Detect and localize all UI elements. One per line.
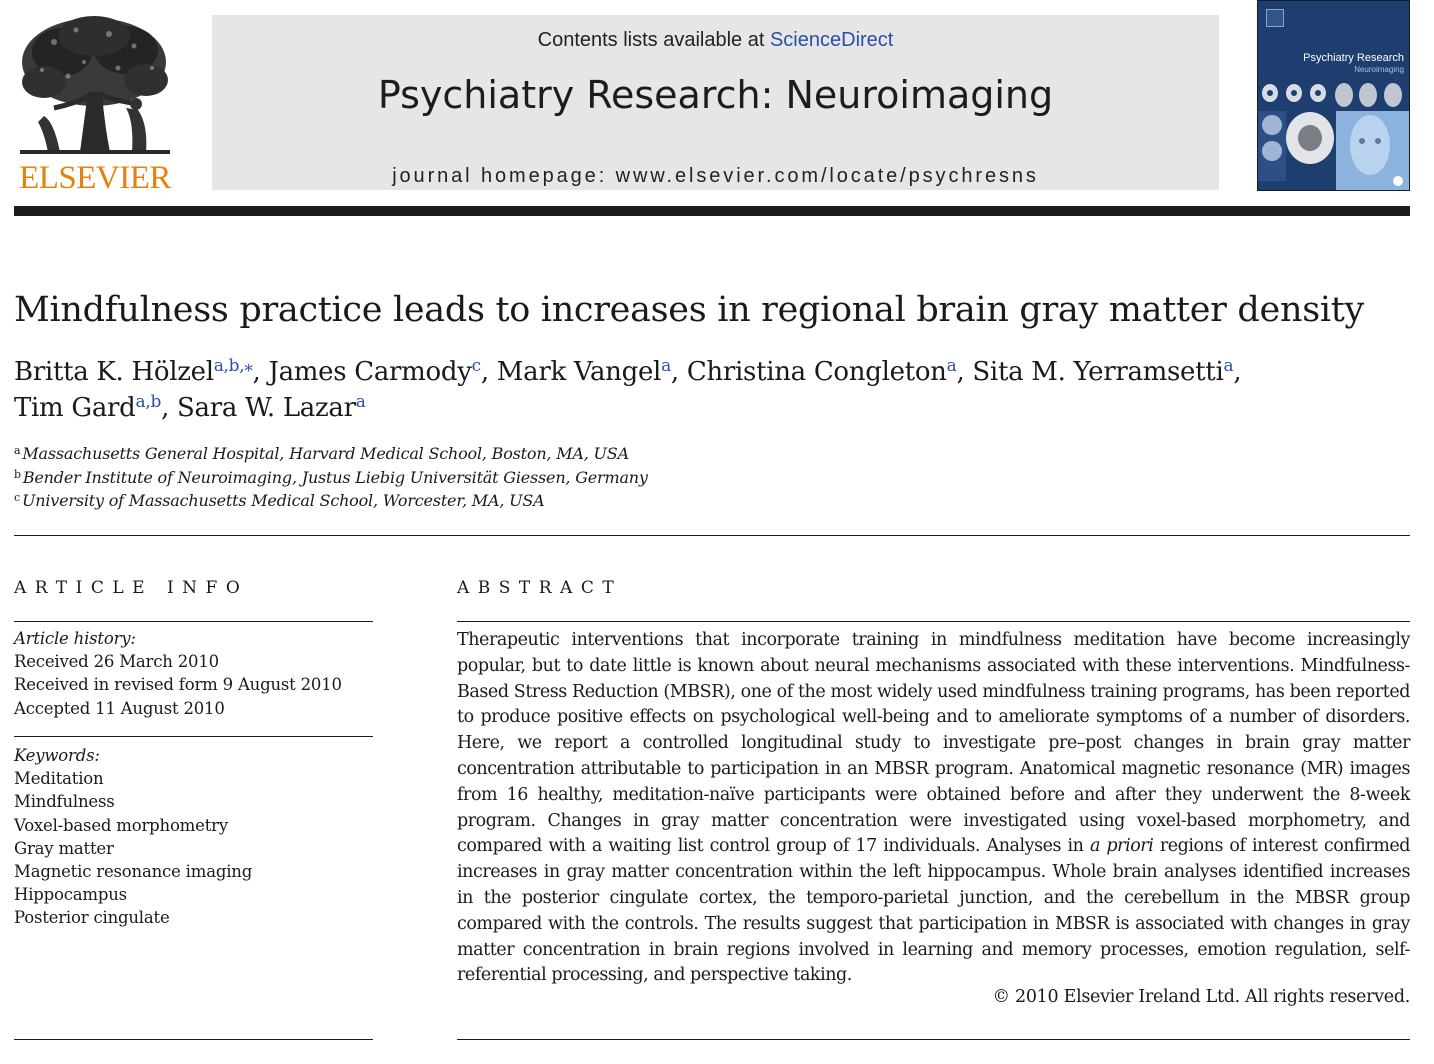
journal-banner (212, 15, 1219, 190)
author-name[interactable]: Britta K. Hölzel (14, 357, 214, 387)
keywords-rule (14, 736, 373, 737)
elsevier-logo (14, 12, 176, 196)
author-name[interactable]: James Carmody (268, 357, 472, 387)
copyright-notice: © 2010 Elsevier Ireland Ltd. All rights reserved. (992, 987, 1410, 1007)
affiliation-text: Massachusetts General Hospital, Harvard Medical School, Boston, MA, USA (22, 444, 629, 463)
author-affiliation-marker[interactable]: a,b (135, 392, 162, 412)
article-info-heading: ARTICLE INFO (14, 578, 249, 598)
abstract-rule (457, 621, 1410, 622)
cover-brain-scans-icon (1258, 83, 1410, 191)
author-name[interactable]: Tim Gard (14, 393, 136, 423)
author-affiliation-marker[interactable]: a,b,⁎ (213, 356, 253, 376)
author-separator: , (1233, 357, 1242, 387)
abstract-text (457, 628, 1410, 989)
author-separator: , (161, 393, 177, 423)
article-info-rule (14, 621, 373, 622)
footer-rule-right (457, 1039, 1410, 1040)
header-divider (14, 535, 1410, 536)
keyword-item: Meditation (14, 769, 104, 789)
elsevier-tree-icon (14, 12, 176, 162)
history-item: Received in revised form 9 August 2010 (14, 675, 342, 695)
journal-cover-thumbnail (1257, 0, 1410, 191)
contents-line (212, 29, 1219, 52)
elsevier-wordmark: ELSEVIER (19, 160, 171, 196)
author-affiliation-marker[interactable]: a (661, 356, 671, 376)
affiliation-mark: a (14, 444, 21, 457)
footer-rule-left (14, 1039, 373, 1040)
author-affiliation-marker[interactable]: a (355, 392, 366, 412)
masthead-rule (14, 206, 1410, 216)
author-name[interactable]: Mark Vangel (496, 357, 662, 387)
affiliation-item (14, 489, 1014, 513)
article-history (14, 627, 394, 720)
affiliation-text: University of Massachusetts Medical School, Worcester, MA, USA (21, 491, 545, 510)
affiliation-item (14, 466, 1014, 490)
keyword-item: Hippocampus (14, 885, 127, 905)
history-item: Received 26 March 2010 (14, 652, 219, 672)
keyword-item: Voxel-based morphometry (14, 815, 228, 835)
history-item: Accepted 11 August 2010 (14, 698, 225, 718)
article-title: Mindfulness practice leads to increases in regional brain gray matter density (14, 290, 1364, 330)
author-affiliation-marker[interactable]: c (471, 356, 481, 376)
abstract-text-part: regions of interest confirmed increases in gray matter concentration within the left hippocampus. Whole brain analyses identified increases in the posterior cingulate cortex, the temporo-parietal junction, and the cerebellum in the MBSR group compared with the controls. The results suggest that participation in MBSR is associated with changes in gray matter concentration in brain regions involved in learning and memory processes, emotion regulation, self-referential processing, and perspective taking. (457, 836, 1411, 986)
affiliation-mark: c (14, 491, 20, 504)
author-separator: , (956, 357, 973, 387)
abstract-italic-term: a priori (1089, 836, 1154, 857)
keywords (14, 744, 394, 930)
affiliation-item (14, 442, 1014, 466)
article-history-label: Article history: (14, 629, 136, 648)
cover-subtitle: Neuroimaging (1354, 65, 1404, 74)
keyword-item: Magnetic resonance imaging (14, 862, 253, 882)
affiliation-text: Bender Institute of Neuroimaging, Justus Liebig Universität Giessen, Germany (22, 467, 648, 487)
journal-title: Psychiatry Research: Neuroimaging (377, 73, 1054, 117)
author-separator: , (480, 357, 497, 387)
sciencedirect-link[interactable]: ScienceDirect (769, 29, 894, 51)
author-affiliation-marker[interactable]: a (946, 356, 957, 376)
abstract-text-part: Therapeutic interventions that incorporate training in mindfulness meditation have become increasingly popular, but to date little is known about neural mechanisms associated with these interventions. Mindfulness-Based Stress Reduction (MBSR), one of the most widely used mindfulness training programs, has been reported to produce positive effects on psychological well-being and to ameliorate symptoms of a number of disorders. Here, we report a controlled longitudinal study to investigate pre–post changes in brain gray matter concentration attributable to participation in an MBSR program. Anatomical magnetic resonance (MR) images from 16 healthy, meditation-naïve participants were obtained before and after they underwent the 8-week program. Changes in gray matter concentration were investigated using voxel-based morphometry, and compared with a waiting list control group of 17 individuals. Analyses in (457, 630, 1410, 857)
author-affiliation-marker[interactable]: a (1223, 356, 1234, 376)
cover-title: Psychiatry Research (1303, 52, 1404, 64)
author-separator: , (670, 357, 687, 387)
journal-homepage-link[interactable]: journal homepage: www.elsevier.com/locate/psychresns (392, 165, 1039, 187)
abstract-heading: ABSTRACT (457, 578, 623, 598)
affiliation-list (14, 442, 1014, 513)
author-separator: , (252, 357, 269, 387)
author-list (14, 354, 1414, 426)
keyword-item: Posterior cingulate (14, 908, 170, 928)
keywords-label: Keywords: (14, 746, 100, 765)
affiliation-mark: b (14, 467, 21, 481)
author-name[interactable]: Sara W. Lazar (177, 393, 356, 423)
keyword-item: Mindfulness (14, 792, 115, 812)
keyword-item: Gray matter (14, 838, 114, 858)
contents-prefix: Contents lists available at (537, 29, 770, 51)
cover-logo-icon (1266, 9, 1284, 27)
author-name[interactable]: Sita M. Yerramsetti (972, 357, 1224, 387)
author-name[interactable]: Christina Congleton (686, 357, 947, 387)
